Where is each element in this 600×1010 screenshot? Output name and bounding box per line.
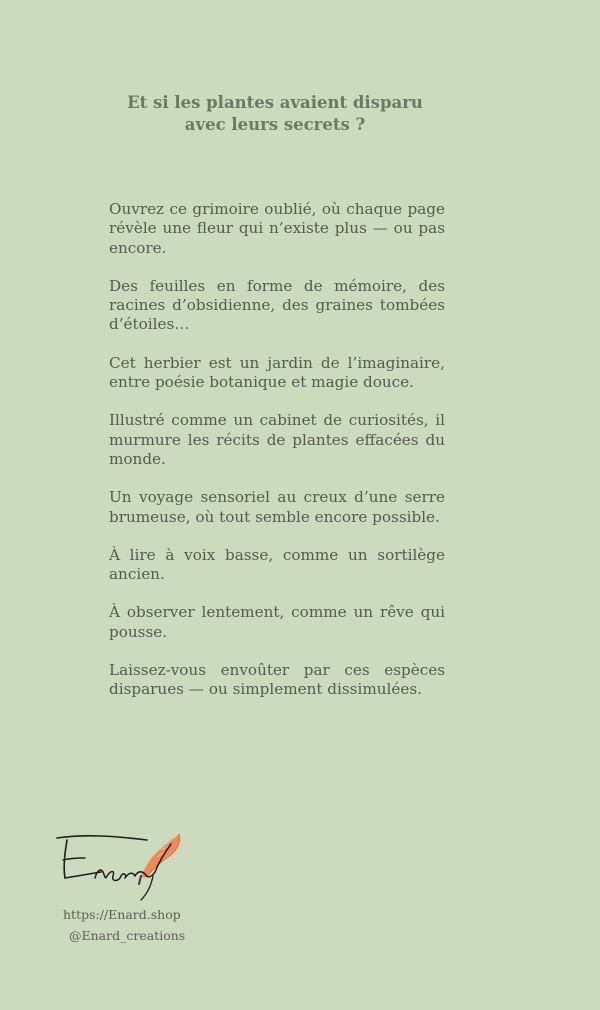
title-line-1: Et si les plantes avaient disparu bbox=[127, 93, 423, 112]
paragraph: Cet herbier est un jardin de l’imaginaire, entre poésie botanique et magie douce. bbox=[109, 353, 445, 392]
enard-logo-mark bbox=[55, 832, 195, 904]
paragraph: À observer lentement, comme un rêve qui pousse. bbox=[109, 603, 445, 641]
social-handle[interactable]: @Enard_creations bbox=[69, 928, 186, 943]
title-line-2: avec leurs secrets ? bbox=[184, 115, 366, 134]
paragraph: Un voyage sensoriel au creux d’une serre brumeuse, où tout semble encore possible. bbox=[109, 488, 445, 526]
paragraph: Ouvrez ce grimoire oublié, où chaque page révèle une fleur qui n’existe plus — ou pas encore. bbox=[109, 200, 445, 257]
paragraph: À lire à voix basse, comme un sortilège ancien. bbox=[109, 545, 445, 584]
paragraph: Laissez-vous envoûter par ces espèces disparues — ou simplement dissimulées. bbox=[109, 661, 445, 699]
brand-logo bbox=[55, 832, 195, 904]
page-title bbox=[0, 92, 550, 136]
description-body bbox=[109, 200, 445, 719]
paragraph: Illustré comme un cabinet de curiosités, il murmure les récits de plantes effacées du monde. bbox=[109, 411, 445, 468]
paragraph: Des feuilles en forme de mémoire, des racines d’obsidienne, des graines tombées d’étoiles… bbox=[109, 276, 445, 334]
website-link[interactable]: https://Enard.shop bbox=[63, 907, 181, 922]
quill-pen-icon bbox=[139, 834, 180, 884]
